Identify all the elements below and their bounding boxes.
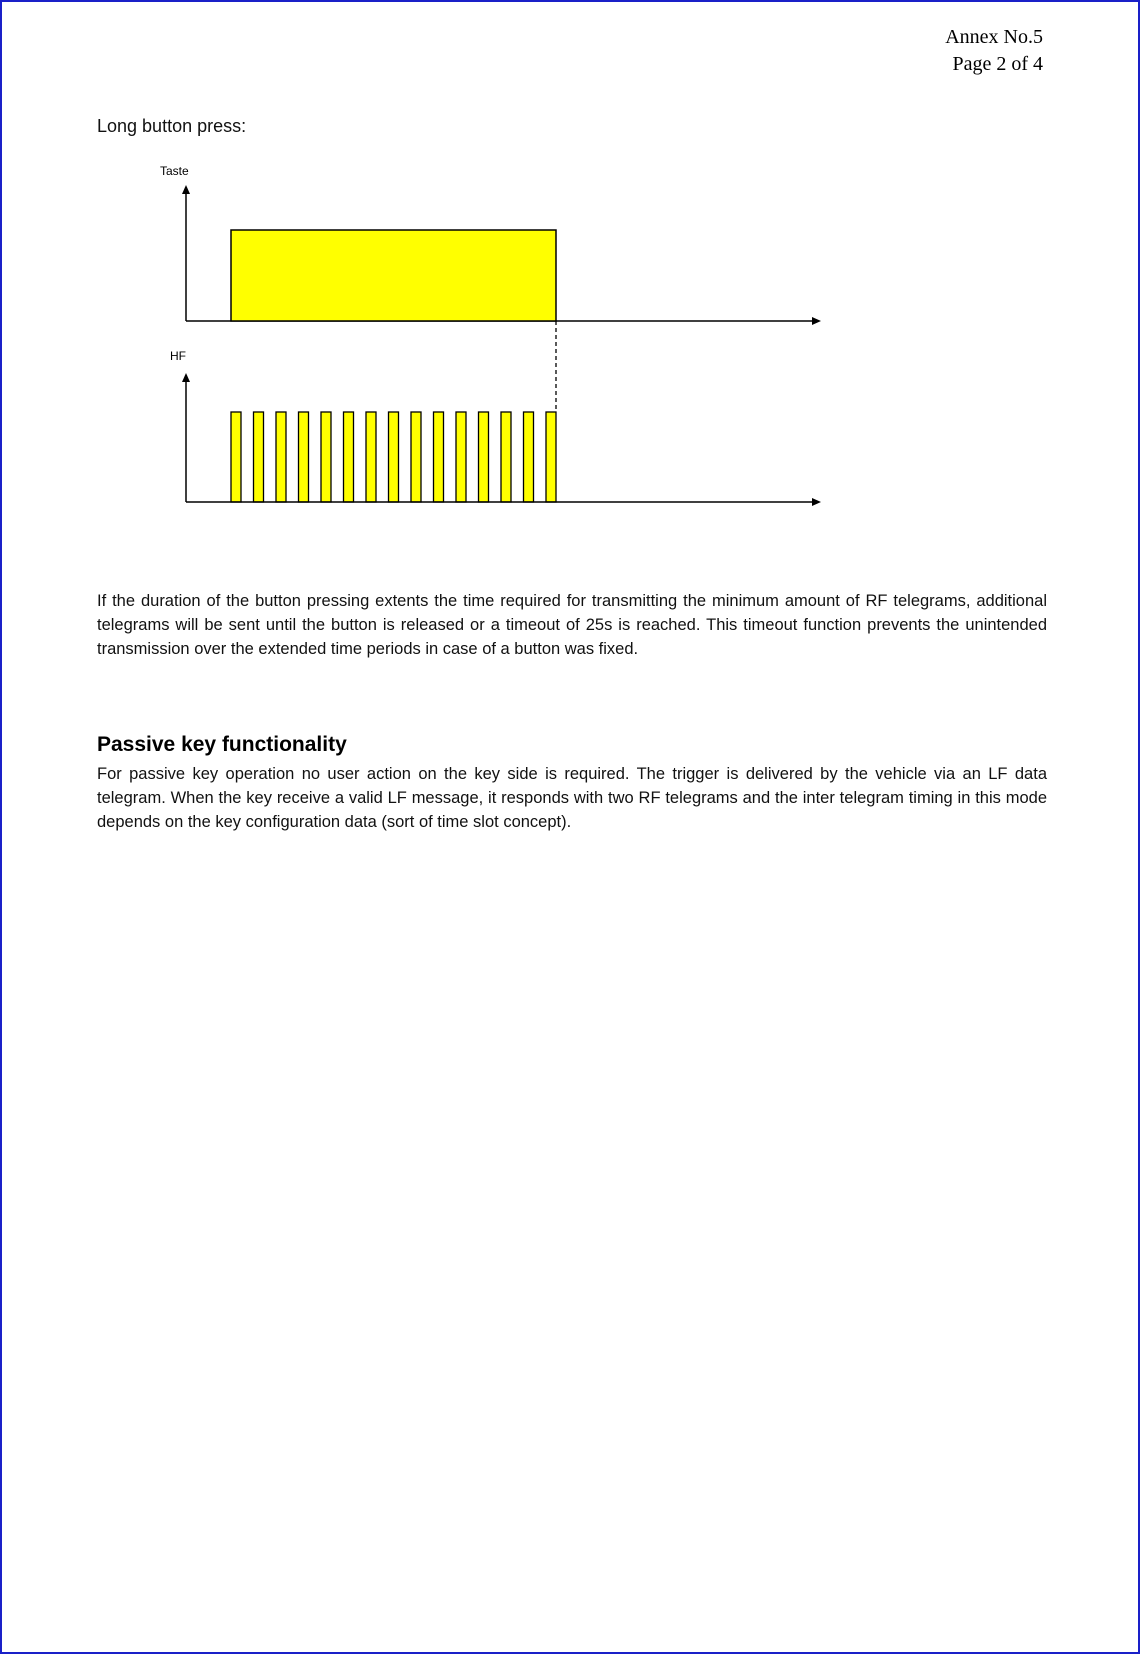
rf-telegram-pulse xyxy=(321,412,331,502)
timing-diagram xyxy=(2,2,1140,542)
page-number: Page 2 of 4 xyxy=(952,53,1043,75)
taste-x-arrow xyxy=(812,317,821,325)
rf-telegram-pulse xyxy=(434,412,444,502)
rf-telegram-pulse xyxy=(456,412,466,502)
rf-telegram-pulse xyxy=(344,412,354,502)
rf-telegram-pulse xyxy=(366,412,376,502)
rf-telegram-pulse xyxy=(411,412,421,502)
annex-number: Annex No.5 xyxy=(945,26,1043,48)
section-heading-passive-key: Passive key functionality xyxy=(97,733,347,756)
rf-telegram-pulse xyxy=(389,412,399,502)
rf-telegram-pulse xyxy=(231,412,241,502)
rf-telegram-pulse xyxy=(479,412,489,502)
taste-y-arrow xyxy=(182,185,190,194)
hf-axis-label: HF xyxy=(170,349,186,363)
taste-axis-label: Taste xyxy=(160,164,189,178)
rf-telegram-pulse xyxy=(546,412,556,502)
hf-x-arrow xyxy=(812,498,821,506)
button-press-pulse xyxy=(231,230,556,321)
hf-y-arrow xyxy=(182,373,190,382)
paragraph-passive-key: For passive key operation no user action on the key side is required. The trigger is delivered by the vehicle via an LF data telegram. When the key receive a valid LF message, it responds with two RF telegrams and the inter telegram timing in this mode depends on the key configuration data (sort of time slot concept). xyxy=(97,765,1047,831)
rf-telegram-pulse xyxy=(299,412,309,502)
rf-telegram-pulse xyxy=(276,412,286,502)
rf-telegram-pulses xyxy=(231,412,556,502)
rf-telegram-pulse xyxy=(501,412,511,502)
paragraph-button-timeout: If the duration of the button pressing extents the time required for transmitting the minimum amount of RF telegrams, additional telegrams will be sent until the button is released or a timeout of 25s is reached. This timeout function prevents the unintended transmission over the extended time periods in case of a button was fixed. xyxy=(97,592,1047,658)
rf-telegram-pulse xyxy=(254,412,264,502)
section-label: Long button press: xyxy=(97,116,247,136)
rf-telegram-pulse xyxy=(524,412,534,502)
